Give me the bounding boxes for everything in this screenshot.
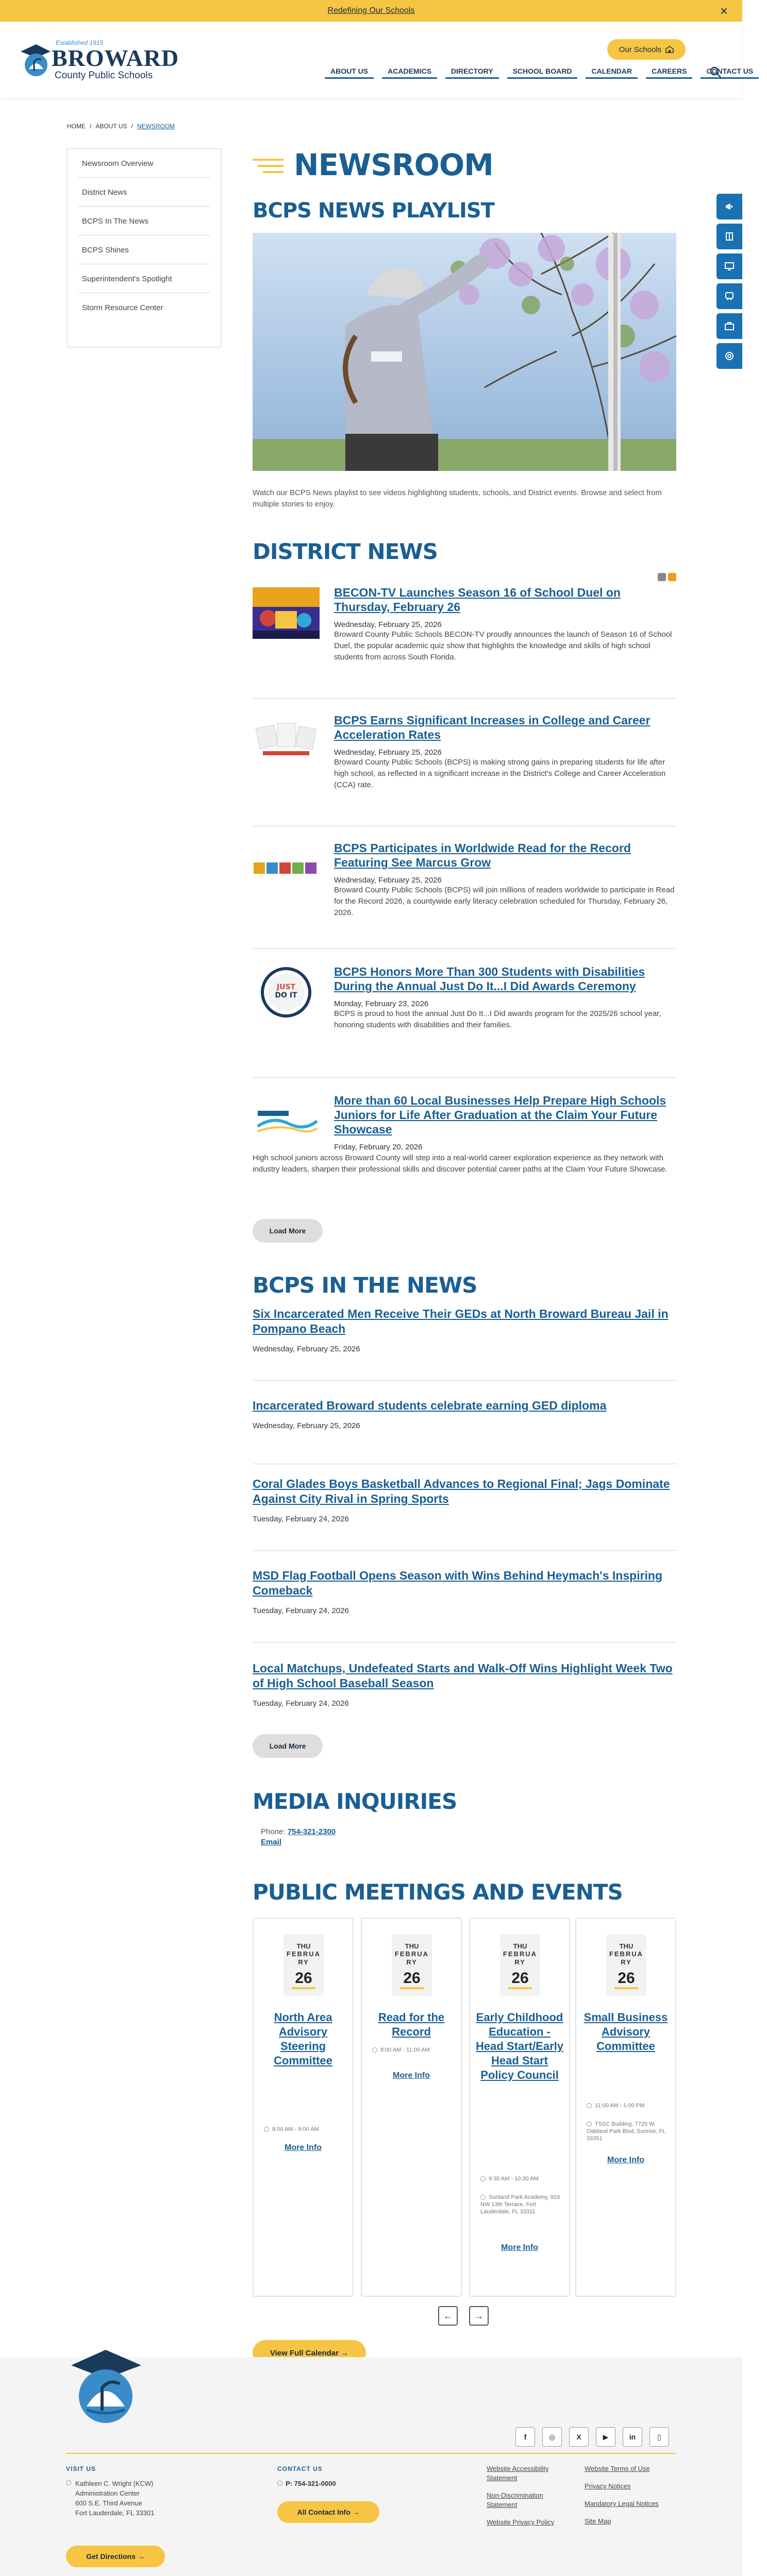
news-thumbnail[interactable] — [253, 967, 320, 1018]
events-prev-button[interactable]: ← — [438, 2306, 458, 2326]
location-pin-icon — [587, 2122, 592, 2127]
school-icon — [665, 46, 674, 53]
logo-mark-icon — [19, 42, 53, 78]
event-time-text: 11:00 AM - 1:00 PM — [595, 2103, 645, 2109]
media-phone-row — [261, 1827, 336, 1837]
event-title-link[interactable]: Read for the Record — [378, 2011, 445, 2038]
event-card — [361, 1918, 462, 2297]
district-news-item — [253, 713, 676, 826]
site-footer — [0, 2357, 742, 2576]
breadcrumb-current: NEWSROOM — [137, 123, 175, 130]
news-title-link[interactable]: More than 60 Local Businesses Help Prepare High Schools Juniors for Life After Graduation at the Claim Your Future Showcase — [334, 1094, 666, 1136]
event-month: FEBRUA RY — [503, 1950, 538, 1966]
footer-address-line: Fort Lauderdale, FL 33301 — [75, 2509, 155, 2517]
news-description-text: High school juniors across Broward County will step into a real-world career exploration experience as they network with industry leaders, sharpen their professional skills and discover potential career paths at the Claim Your Future Showcase. — [253, 1154, 668, 1174]
get-directions-button[interactable]: Get Directions → — [66, 2546, 165, 2567]
news-thumbnail-image — [253, 587, 320, 639]
footer-phone-text: P: 754-321-0000 — [286, 2480, 336, 2487]
our-schools-label: Our Schools — [619, 45, 662, 54]
news-thumbnail[interactable] — [253, 1095, 320, 1147]
event-time-text: 8:00 AM - 9:00 AM — [272, 2126, 319, 2132]
news-thumbnail[interactable] — [253, 843, 320, 894]
load-more-district-news-button[interactable]: Load More — [253, 1219, 323, 1243]
district-news-item — [253, 585, 676, 699]
clock-icon — [480, 2176, 486, 2181]
section-sidenav — [67, 148, 221, 347]
bus-icon[interactable] — [716, 283, 742, 309]
event-title-link[interactable]: Early Childhood Education - Head Start/Early Head Start Policy Council — [476, 2011, 563, 2081]
breadcrumb-separator: / — [131, 123, 133, 130]
in-the-news-item — [253, 1568, 676, 1642]
event-title-link[interactable]: Small Business Advisory Committee — [583, 2011, 668, 2053]
event-day: 26 — [508, 1970, 531, 1989]
in-the-news-date: Tuesday, February 24, 2026 — [253, 1699, 349, 1708]
district-news-item — [253, 841, 676, 949]
news-description — [334, 1008, 676, 1031]
in-the-news-date: Wednesday, February 25, 2026 — [253, 1421, 360, 1430]
svg-text:DO IT: DO IT — [275, 991, 297, 999]
event-time — [372, 2046, 453, 2054]
view-full-calendar-button[interactable]: View Full Calendar → — [253, 2340, 366, 2366]
in-the-news-item — [253, 1398, 676, 1464]
footer-address-line: Kathleen C. Wright (KCW) — [75, 2480, 154, 2487]
in-the-news-title-link[interactable]: Coral Glades Boys Basketball Advances to Regional Final; Jags Dominate Against City Rival in Spring Sports — [253, 1477, 670, 1505]
nav-contact-us[interactable]: CONTACT US — [701, 67, 759, 79]
load-more-in-the-news-button[interactable]: Load More — [253, 1734, 323, 1758]
facebook-icon[interactable]: f — [515, 2427, 535, 2447]
sidenav-item-newsroom-overview[interactable]: Newsroom Overview — [78, 149, 210, 178]
site-logo[interactable] — [19, 39, 179, 82]
site-header — [0, 22, 754, 98]
event-time-text: 8:00 AM - 11:00 AM — [380, 2047, 430, 2053]
sidenav-item-bcps-in-the-news[interactable]: BCPS In The News — [78, 207, 210, 235]
event-time-text: 9:30 AM - 10:30 AM — [489, 2176, 539, 2182]
in-the-news-title-link[interactable]: Six Incarcerated Men Receive Their GEDs at North Broward Bureau Jail in Pompano Beach — [253, 1307, 669, 1335]
breadcrumb-about[interactable]: ABOUT US — [95, 123, 127, 130]
x-twitter-icon[interactable]: X — [569, 2427, 589, 2447]
event-time — [587, 2102, 667, 2109]
playlist-heading: BCPS NEWS PLAYLIST — [253, 199, 494, 223]
event-month: FEBRUA RY — [394, 1950, 429, 1966]
event-date-badge — [392, 1934, 432, 1996]
news-thumbnail-image — [253, 967, 320, 1018]
sidenav-item-storm-resource-center[interactable]: Storm Resource Center — [82, 303, 163, 312]
event-date-badge — [500, 1934, 540, 1996]
in-the-news-heading: BCPS IN THE NEWS — [253, 1273, 477, 1298]
district-news-heading: DISTRICT NEWS — [253, 539, 438, 564]
events-heading: PUBLIC MEETINGS AND EVENTS — [253, 1879, 623, 1905]
playlist-thumbnail-image — [253, 233, 676, 471]
in-the-news-item — [253, 1661, 676, 1723]
event-card — [575, 1918, 676, 2297]
event-more-info-link[interactable]: More Info — [501, 2243, 538, 2252]
breadcrumb-separator: / — [90, 123, 92, 130]
logo-subtitle: County Public Schools — [55, 70, 153, 81]
footer-link-legal-notices[interactable]: Mandatory Legal Notices — [585, 2500, 659, 2507]
footer-visit — [66, 2465, 200, 2518]
footer-contact-phone — [277, 2480, 401, 2487]
event-time — [264, 2126, 344, 2133]
location-pin-icon — [480, 2195, 486, 2200]
event-day-of-week: THU — [296, 1942, 311, 1950]
news-thumbnail[interactable] — [253, 715, 320, 767]
media-inquiries-heading: MEDIA INQUIRIES — [253, 1789, 457, 1814]
news-description-text: Broward County Public Schools (BCPS) is making strong gains in preparing students for life after high school, as reflected in a significant increase in the District's College and Career Acceleration (CCA) rate. — [334, 758, 666, 789]
search-icon[interactable] — [709, 66, 722, 78]
in-the-news-date: Wednesday, February 25, 2026 — [253, 1345, 360, 1353]
news-description — [334, 885, 676, 919]
news-description — [334, 629, 676, 663]
event-location — [480, 2194, 561, 2215]
breadcrumb — [67, 123, 175, 130]
event-day: 26 — [400, 1970, 423, 1989]
sidenav-item-bcps-shines[interactable]: BCPS Shines — [78, 235, 210, 264]
events-carousel — [253, 1918, 676, 2299]
media-contact — [261, 1827, 336, 1848]
event-date-badge — [284, 1934, 324, 1996]
sidenav-item-district-news[interactable]: District News — [78, 178, 210, 207]
footer-divider — [66, 2453, 676, 2454]
nav-about-us[interactable]: ABOUT US — [325, 67, 374, 79]
event-card — [469, 1918, 570, 2297]
feed-icons — [253, 573, 676, 583]
footer-visit-heading: VISIT US — [66, 2465, 96, 2472]
location-pin-icon — [66, 2480, 71, 2485]
media-phone-link[interactable]: 754-321-2300 — [287, 1827, 336, 1836]
in-the-news-title-link[interactable]: Incarcerated Broward students celebrate earning GED diploma — [253, 1399, 607, 1412]
all-contact-info-button[interactable]: All Contact Info → — [277, 2501, 379, 2523]
footer-link-privacy-notices[interactable]: Privacy Notices — [585, 2482, 631, 2490]
event-location-text: Sunland Park Academy, 919 NW 13th Terrace, Fort Lauderdale, FL 33311 — [480, 2194, 560, 2215]
alert-bar — [0, 0, 742, 22]
footer-contact-heading: CONTACT US — [277, 2465, 323, 2472]
district-news-item — [253, 1093, 676, 1219]
news-date: Wednesday, February 25, 2026 — [334, 620, 442, 629]
social-links — [515, 2427, 669, 2447]
footer-link-terms[interactable]: Website Terms of Use — [585, 2465, 650, 2472]
grid-view-icon[interactable] — [658, 573, 666, 581]
news-description-text: BCPS is proud to host the annual Just Do It...I Did awards program for the 2025/26 school year, honoring students with disabilities and their families. — [334, 1009, 661, 1029]
event-card — [253, 1918, 354, 2297]
nav-academics[interactable]: ACADEMICS — [382, 67, 437, 79]
event-more-info-link[interactable]: More Info — [607, 2156, 644, 2164]
event-day: 26 — [614, 1970, 638, 1989]
event-title-link[interactable]: North Area Advisory Steering Committee — [274, 2011, 332, 2067]
news-description — [253, 1153, 676, 1175]
footer-contact — [277, 2465, 401, 2487]
news-description-text: Broward County Public Schools (BCPS) will join millions of readers worldwide to participate in Read for the Record 2026, a countywide early literacy celebration scheduled for Thursday, February 26, 2026. — [334, 886, 675, 917]
page-title: NEWSROOM — [294, 147, 493, 182]
news-thumbnail[interactable] — [253, 587, 320, 639]
clock-icon — [264, 2127, 269, 2132]
news-title-link[interactable]: BECON-TV Launches Season 16 of School Duel on Thursday, February 26 — [334, 586, 621, 614]
youtube-icon[interactable]: ▶ — [596, 2427, 615, 2447]
alert-link[interactable]: Redefining Our Schools — [327, 6, 415, 15]
main-nav — [325, 67, 767, 79]
close-icon[interactable]: × — [720, 3, 728, 19]
news-date: Monday, February 23, 2026 — [334, 999, 429, 1008]
district-news-item — [253, 964, 676, 1078]
mobile-app-icon[interactable]: ▯ — [649, 2427, 669, 2447]
event-day-of-week: THU — [619, 1942, 633, 1950]
footer-address-line: 600 S.E. Third Avenue — [75, 2499, 142, 2507]
news-title-link[interactable]: BCPS Honors More Than 300 Students with Disabilities During the Annual Just Do It...I Did Awards Ceremony — [334, 965, 645, 993]
lifebuoy-icon[interactable] — [716, 343, 742, 369]
event-more-info-link[interactable]: More Info — [285, 2143, 322, 2152]
clock-icon — [372, 2047, 377, 2053]
svg-text:JUST: JUST — [276, 983, 296, 991]
media-phone-label: Phone: — [261, 1827, 286, 1836]
footer-link-site-map[interactable]: Site Map — [585, 2517, 611, 2525]
footer-link-accessibility[interactable]: Website Accessibility Statement — [487, 2465, 549, 2482]
footer-address-line: Administration Center — [75, 2489, 140, 2497]
media-email-link[interactable]: Email — [261, 1838, 282, 1846]
news-date: Wednesday, February 25, 2026 — [334, 748, 442, 757]
news-date: Friday, February 20, 2026 — [334, 1143, 423, 1151]
sidenav-item-superintendents-spotlight[interactable]: Superintendent's Spotlight — [78, 264, 210, 293]
footer-links-col1 — [487, 2464, 564, 2527]
footer-address — [66, 2479, 200, 2518]
event-month: FEBRUA RY — [286, 1950, 321, 1966]
in-the-news-title-link[interactable]: MSD Flag Football Opens Season with Wins Behind Heymach's Inspiring Comeback — [253, 1569, 663, 1597]
logo-name: BROWARD — [52, 45, 179, 71]
event-month: FEBRUA RY — [609, 1950, 644, 1966]
event-location — [587, 2121, 667, 2142]
news-date: Wednesday, February 25, 2026 — [334, 876, 442, 885]
in-the-news-item — [253, 1307, 676, 1381]
linkedin-icon[interactable]: in — [623, 2427, 642, 2447]
nav-directory[interactable]: DIRECTORY — [445, 67, 499, 79]
footer-link-non-discrimination[interactable]: Non-Discrimination Statement — [487, 2492, 543, 2509]
in-the-news-item — [253, 1477, 676, 1551]
clock-icon — [587, 2103, 592, 2108]
nav-calendar[interactable]: CALENDAR — [586, 67, 638, 79]
news-thumbnail-image — [253, 1095, 320, 1147]
event-date-badge — [606, 1934, 646, 1996]
nav-school-board[interactable]: SCHOOL BOARD — [507, 67, 578, 79]
in-the-news-date: Tuesday, February 24, 2026 — [253, 1606, 349, 1615]
logo-tagline: Established 1915 — [56, 39, 104, 46]
in-the-news-title-link[interactable]: Local Matchups, Undefeated Starts and Walk-Off Wins Highlight Week Two of High School Baseball Season — [253, 1662, 673, 1690]
our-schools-button[interactable] — [607, 39, 686, 60]
footer-link-privacy-policy[interactable]: Website Privacy Policy — [487, 2518, 555, 2526]
news-description — [334, 757, 676, 791]
rss-icon[interactable] — [668, 573, 676, 581]
news-thumbnail-image — [253, 843, 320, 894]
instagram-icon[interactable]: ◎ — [542, 2427, 562, 2447]
in-the-news-date: Tuesday, February 24, 2026 — [253, 1515, 349, 1523]
rss-icon-group — [658, 573, 676, 581]
news-description-text: Broward County Public Schools BECON-TV proudly announces the launch of Season 16 of School Duel, the popular academic quiz show that highlights the knowledge and skills of high school students from across South Florida. — [334, 630, 672, 662]
event-day-of-week: THU — [405, 1942, 419, 1950]
phone-icon — [277, 2481, 282, 2486]
event-location-text: TSSC Building, 7720 W. Oakland Park Blvd, Sunrise, FL 33351 — [587, 2121, 666, 2142]
nav-careers[interactable]: CAREERS — [646, 67, 692, 79]
news-thumbnail-image — [253, 715, 320, 767]
event-day: 26 — [292, 1970, 315, 1989]
news-title-link[interactable]: BCPS Earns Significant Increases in College and Career Acceleration Rates — [334, 714, 651, 741]
footer-links-col2 — [585, 2464, 677, 2526]
monitor-icon[interactable] — [716, 253, 742, 279]
news-title-link[interactable]: BCPS Participates in Worldwide Read for the Record Featuring See Marcus Grow — [334, 841, 631, 869]
briefcase-icon[interactable] — [716, 313, 742, 339]
playlist-video[interactable] — [253, 233, 676, 471]
playlist-description: Watch our BCPS News playlist to see videos highlighting students, schools, and District events. Browse and select from multiple stories to enjoy. — [253, 488, 662, 509]
breadcrumb-home[interactable]: HOME — [67, 123, 86, 130]
event-time — [480, 2175, 561, 2182]
footer-logo-icon[interactable] — [66, 2345, 145, 2427]
event-more-info-link[interactable]: More Info — [393, 2071, 430, 2080]
quick-links-rail — [716, 194, 742, 373]
events-next-button[interactable]: → — [469, 2306, 489, 2326]
megaphone-icon[interactable] — [716, 194, 742, 219]
book-icon[interactable] — [716, 224, 742, 249]
event-day-of-week: THU — [513, 1942, 527, 1950]
